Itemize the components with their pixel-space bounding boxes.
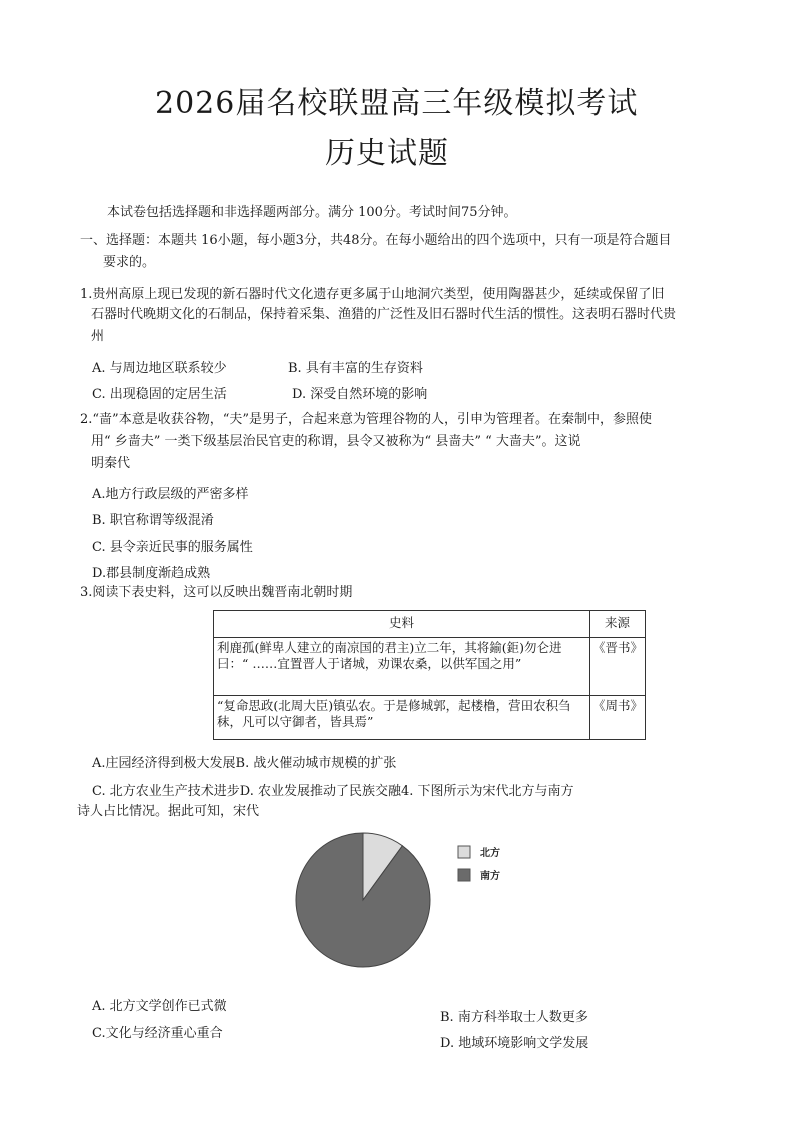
section-heading-line2: 要求的。	[103, 255, 156, 270]
q3-options-cd-q4-stem: C. 北方农业生产技术进步D. 农业发展推动了民族交融4. 下图所示为宋代北方与南方	[92, 784, 574, 799]
q2-stem-line3: 明秦代	[91, 456, 131, 471]
legend-label-south: 南方	[480, 871, 500, 882]
q3-stem: 3.阅读下表史料，这可以反映出魏晋南北朝时期	[80, 585, 353, 600]
q1-stem-line2: 石器时代晚期文化的石制品，保持着采集、渔猎的广泛性及旧石器时代生活的惯性。这表明石器时代贵	[91, 307, 677, 322]
q1-option-b: B. 具有丰富的生存资料	[288, 361, 423, 376]
table-row	[214, 638, 646, 696]
table-cell-source: 《周书》	[590, 696, 646, 740]
q1-stem-line1: 1.贵州高原上现已发现的新石器时代文化遗存更多属于山地洞穴类型，使用陶器甚少，延续或保留了旧	[80, 287, 665, 302]
legend-swatch-south	[458, 869, 470, 881]
table-cell-text: 利鹿孤(鲜卑人建立的南凉国的君主)立二年，其将鍮(鉅)勿仑进曰：“ ……宜置晋人于诸城，劝课农桑，以供军国之用”	[214, 638, 590, 696]
table-cell-source: 《晋书》	[590, 638, 646, 696]
q4-option-b: B. 南方科举取士人数更多	[440, 1010, 588, 1025]
q2-option-a: A.地方行政层级的严密多样	[92, 487, 249, 502]
q2-stem-line1: 2.“啬”本意是收获谷物，“夫”是男子，合起来意为管理谷物的人，引申为管理者。在秦制中，参照使	[80, 412, 652, 427]
exam-intro: 本试卷包括选择题和非选择题两部分。满分 100分。考试时间75分钟。	[107, 205, 517, 220]
source-table	[213, 610, 646, 740]
q2-option-d: D.郡县制度渐趋成熟	[92, 566, 211, 581]
q3-options-ab: A.庄园经济得到极大发展B. 战火催动城市规模的扩张	[92, 756, 397, 771]
q4-stem-line2: 诗人占比情况。据此可知，宋代	[77, 804, 260, 819]
pie-chart	[290, 820, 520, 990]
q4-option-a: A. 北方文学创作已式微	[92, 999, 227, 1014]
q1-stem-line3: 州	[91, 329, 105, 344]
legend-swatch-north	[458, 846, 470, 858]
legend-label-north: 北方	[480, 848, 500, 859]
q2-option-c: C. 县令亲近民事的服务属性	[92, 540, 253, 555]
table-header-cell: 史料	[214, 611, 590, 638]
table-header-row	[214, 611, 646, 638]
q2-option-b: B. 职官称谓等级混淆	[92, 513, 214, 528]
q2-stem-line2: 用“ 乡啬夫” 一类下级基层治民官吏的称谓，县令又被称为“ 县啬夫” “ 大啬夫”。这说	[91, 434, 581, 449]
page-title: 2026届名校联盟高三年级模拟考试	[155, 86, 639, 121]
q1-option-c: C. 出现稳固的定居生活	[92, 387, 227, 402]
table-row	[214, 696, 646, 740]
table-cell-text: “复命思政(北周大臣)镇弘农。于是修城郭，起楼橹，营田农积刍秣，凡可以守御者，皆具焉”	[214, 696, 590, 740]
q1-option-d: D. 深受自然环境的影响	[292, 387, 428, 402]
section-heading-line1: 一、选择题：本题共 16小题，每小题3分，共48分。在每小题给出的四个选项中，只有一项是符合题目	[80, 233, 672, 248]
q4-option-d: D. 地域环境影响文学发展	[440, 1036, 589, 1051]
table-header-cell: 来源	[590, 611, 646, 638]
pie-slice-south	[296, 833, 430, 967]
q4-option-c: C.文化与经济重心重合	[92, 1026, 223, 1041]
page-subtitle: 历史试题	[325, 136, 449, 171]
q1-option-a: A. 与周边地区联系较少	[92, 361, 227, 376]
